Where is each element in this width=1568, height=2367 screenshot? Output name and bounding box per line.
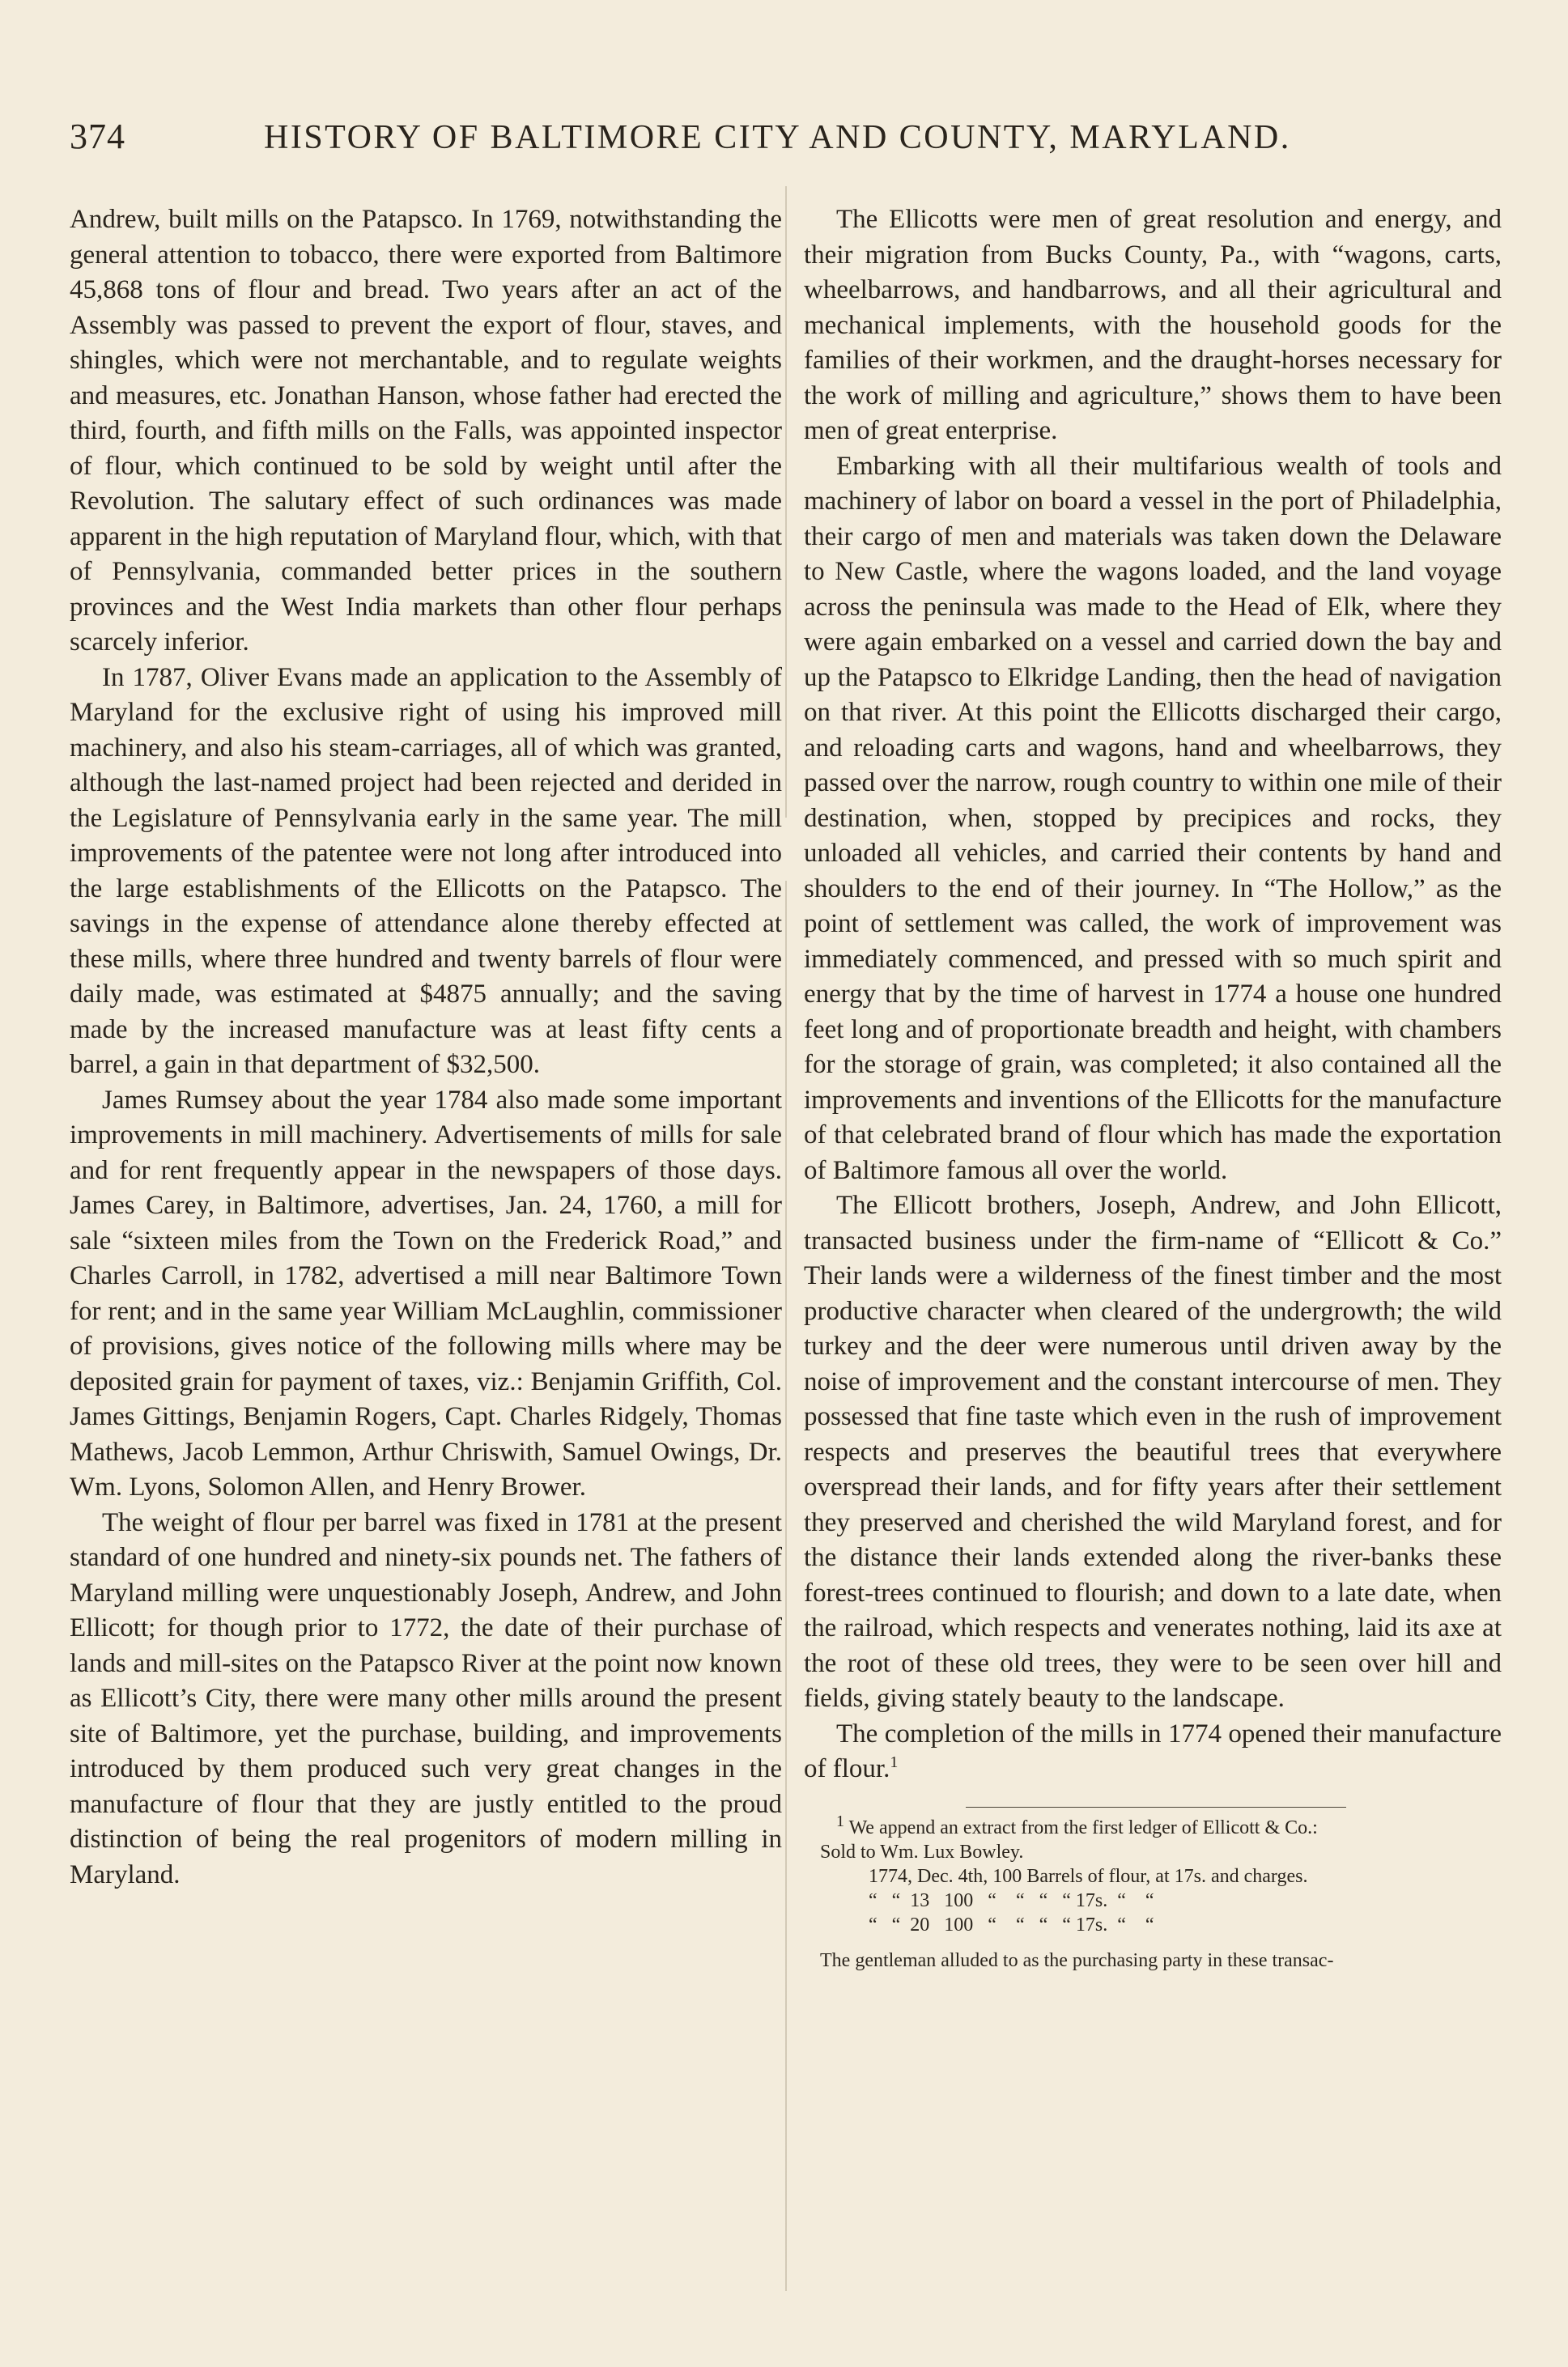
- ledger-entry: “ “ 20 100 “ “ “ “ 17s. “ “: [869, 1914, 1154, 1936]
- ledger-entry: 1774, Dec. 4th, 100 Barrels of flour, at 17s. and charges.: [869, 1865, 1308, 1887]
- page-header: [70, 116, 1308, 157]
- paragraph-text: The completion of the mills in 1774 opened their manufacture of flour.: [804, 1719, 1502, 1783]
- column-divider: [785, 186, 787, 2291]
- paragraph: The Ellicott brothers, Joseph, Andrew, and John Ellicott, transacted business under the firm-name of “Ellicott & Co.” Their lands were a wilderness of the finest timber and the most productive character when cleared of the undergrowth; the wild turkey and the deer were numerous until driven away by the noise of improvement and the constant intercourse of men. They possessed that fine taste which even in the rush of improvement respects and preserves the beautiful trees that everywhere overspread their lands, and for fifty years after their settlement they preserved and cherished the wild Maryland forest, and for the distance their lands extended along the river-banks these forest-trees continued to flourish; and down to a late date, when the railroad, which respects and venerates nothing, laid its axe at the root of these old trees, they were to be seen over hill and fields, giving stately beauty to the landscape.: [804, 1191, 1502, 1713]
- footnote-sold-to: Sold to Wm. Lux Bowley.: [820, 1841, 1024, 1863]
- running-head: HISTORY OF BALTIMORE CITY AND COUNTY, MARYLAND.: [264, 119, 1291, 156]
- footnote-intro: We append an extract from the first ledger of Ellicott & Co.:: [848, 1817, 1318, 1838]
- footnote-reference[interactable]: 1: [890, 1753, 899, 1771]
- ledger-entry: “ “ 13 100 “ “ “ “ 17s. “ “: [869, 1889, 1154, 1911]
- footnote-marker: 1: [836, 1812, 844, 1830]
- page-number: 374: [70, 117, 125, 156]
- right-column: [804, 202, 1502, 1973]
- paragraph: In 1787, Oliver Evans made an application to the Assembly of Maryland for the exclusive right of using his improved mill machinery, and also his steam-carriages, all of which was granted, although the last-named project had been rejected and derided in the Legislature of Pennsylvania early in the same year. The mill improvements of the patentee were not long after introduced into the large establishments of the Ellicotts on the Patapsco. The savings in the expense of attendance alone thereby effected at these mills, where three hundred and twenty barrels of flour were daily made, was estimated at $4875 annually; and the saving made by the increased manufacture was at least fifty cents a barrel, a gain in that department of $32,500.: [70, 662, 782, 1079]
- paragraph: Embarking with all their multifarious wealth of tools and machinery of labor on board a vessel in the port of Philadelphia, their cargo of men and materials was taken down the Delaware to New Castle, where the wagons loaded, and the land voyage across the peninsula was made to the Head of Elk, where they were again embarked on a vessel and carried down the bay and up the Patapsco to Elkridge Landing, then the head of navigation on that river. At this point the Ellicotts discharged their cargo, and reloading carts and wagons, hand and wheelbarrows, they passed over the narrow, rough country to within one mile of their destination, when, stopped by precipices and rocks, they unloaded all vehicles, and carried their contents by hand and shoulders to the end of their journey. In “The Hollow,” as the point of settlement was called, the work of improvement was immediately commenced, and pressed with so much spirit and energy that by the time of harvest in 1774 a house one hundred feet long and of proportionate breadth and height, with chambers for the storage of grain, was completed; it also contained all the improvements and inventions of the Ellicotts for the manufacture of that celebrated brand of flour which has made the exportation of Baltimore famous all over the world.: [804, 451, 1502, 1185]
- footnote: [804, 1812, 1502, 1973]
- footnote-divider: [966, 1807, 1346, 1808]
- left-column: [70, 202, 782, 1893]
- paragraph: [804, 1717, 1502, 1787]
- footnote-continuation: The gentleman alluded to as the purchasing party in these transac-: [820, 1949, 1334, 1971]
- paragraph: James Rumsey about the year 1784 also made some important improvements in mill machinery. Advertisements of mills for sale and for rent frequently appear in the newspapers of those days. James Carey, in Baltimore, advertises, Jan. 24, 1760, a mill for sale “sixteen miles from the Town on the Frederick Road,” and Charles Carroll, in 1782, advertised a mill near Baltimore Town for rent; and in the same year William McLaughlin, commissioner of provisions, gives notice of the following mills where may be deposited grain for payment of taxes, viz.: Benjamin Griffith, Col. James Gittings, Benjamin Rogers, Capt. Charles Ridgely, Thomas Mathews, Jacob Lemmon, Arthur Chriswith, Samuel Owings, Dr. Wm. Lyons, Solomon Allen, and Henry Brower.: [70, 1085, 782, 1502]
- paragraph: The Ellicotts were men of great resolution and energy, and their migration from Bucks County, Pa., with “wagons, carts, wheelbarrows, and handbarrows, and all their agricultural and mechanical implements, with the household goods for the families of their workmen, and the draught-horses necessary for the work of milling and agriculture,” shows them to have been men of great enterprise.: [804, 205, 1502, 445]
- paragraph: The weight of flour per barrel was fixed in 1781 at the present standard of one hundred and ninety-six pounds net. The fathers of Maryland milling were unquestionably Joseph, Andrew, and John Ellicott; for though prior to 1772, the date of their purchase of lands and mill-sites on the Patapsco River at the point now known as Ellicott’s City, there were many other mills around the present site of Baltimore, yet the purchase, building, and improvements introduced by them produced such very great changes in the manufacture of flour that they are justly entitled to the proud distinction of being the real progenitors of modern milling in Maryland.: [70, 1507, 782, 1889]
- paragraph: Andrew, built mills on the Patapsco. In 1769, notwithstanding the general attention to tobacco, there were exported from Baltimore 45,868 tons of flour and bread. Two years after an act of the Assembly was passed to prevent the export of flour, staves, and shingles, which were not merchantable, and to regulate weights and measures, etc. Jonathan Hanson, whose father had erected the third, fourth, and fifth mills on the Falls, was appointed inspector of flour, which continued to be sold by weight until after the Revolution. The salutary effect of such ordinances was made apparent in the high reputation of Maryland flour, which, with that of Pennsylvania, commanded better prices in the southern provinces and the West India markets than other flour perhaps scarcely inferior.: [70, 205, 782, 657]
